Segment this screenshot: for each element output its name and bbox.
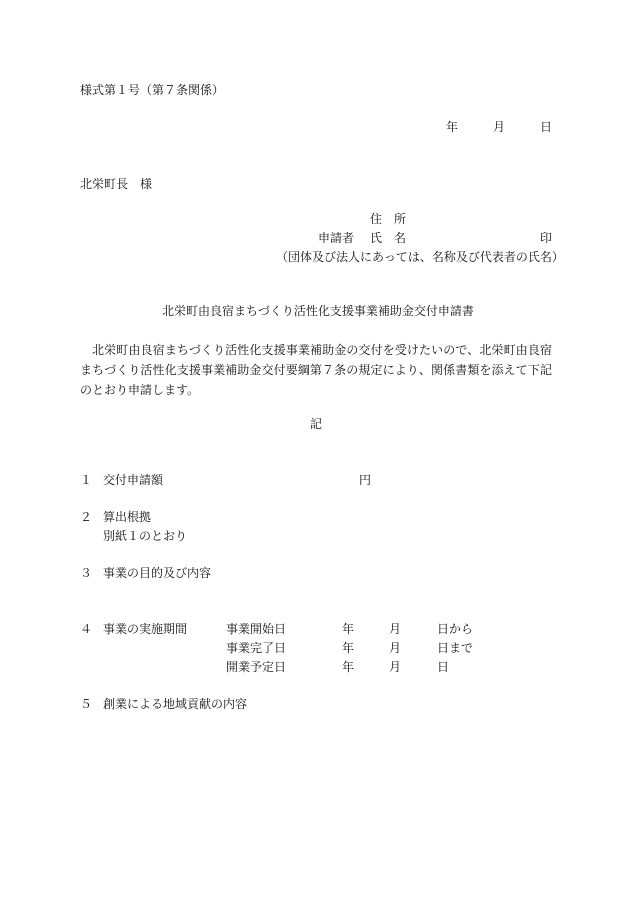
applicant-address-label: 住 所: [370, 212, 407, 226]
applicant-role-label: 申請者: [318, 231, 355, 245]
item1-label: 交付申請額: [103, 473, 164, 487]
period-row-start-year: 年: [342, 622, 355, 636]
applicant-note: （団体及び法人にあっては、名称及び代表者の氏名）: [276, 250, 564, 264]
item3-number: ３: [80, 566, 93, 580]
date-month: 月: [493, 120, 506, 134]
applicant-name-label: 氏 名: [370, 231, 407, 245]
period-row-start-label: 事業開始日: [226, 622, 287, 636]
period-row-opening-year: 年: [342, 660, 355, 674]
period-row-end-label: 事業完了日: [226, 641, 287, 655]
item5-label: 創業による地域貢献の内容: [103, 697, 248, 711]
ki-marker: 記: [310, 417, 323, 431]
period-row-end-day: 日まで: [437, 641, 474, 655]
period-row-end-year: 年: [342, 641, 355, 655]
seal-mark: 印: [540, 231, 553, 245]
item2-number: ２: [80, 510, 93, 524]
addressee: 北栄町長 様: [80, 177, 153, 191]
date-day: 日: [540, 120, 553, 134]
period-row-opening-day: 日: [437, 660, 450, 674]
date-year: 年: [446, 120, 459, 134]
period-row-end-month: 月: [389, 641, 402, 655]
item1-number: １: [80, 473, 93, 487]
period-row-start-month: 月: [389, 622, 402, 636]
item4-label: 事業の実施期間: [103, 622, 188, 636]
period-row-opening-label: 開業予定日: [226, 660, 287, 674]
item5-number: ５: [80, 697, 93, 711]
period-row-opening-month: 月: [389, 660, 402, 674]
item2-detail: 別紙１のとおり: [103, 529, 188, 543]
item4-number: ４: [80, 622, 93, 636]
item3-label: 事業の目的及び内容: [103, 566, 212, 580]
document-title: 北栄町由良宿まちづくり活性化支援事業補助金交付申請書: [162, 304, 474, 318]
form-number: 様式第１号（第７条関係）: [80, 83, 225, 97]
period-row-start-day: 日から: [437, 622, 474, 636]
item2-label: 算出根拠: [103, 510, 152, 524]
body-paragraph: 北栄町由良宿まちづくり活性化支援事業補助金の交付を受けたいので、北栄町由良宿まちづくり活性化支援事業補助金交付要綱第７条の規定により、関係書類を添えて下記のとおり申請します。: [80, 343, 552, 397]
item1-unit: 円: [359, 473, 372, 487]
